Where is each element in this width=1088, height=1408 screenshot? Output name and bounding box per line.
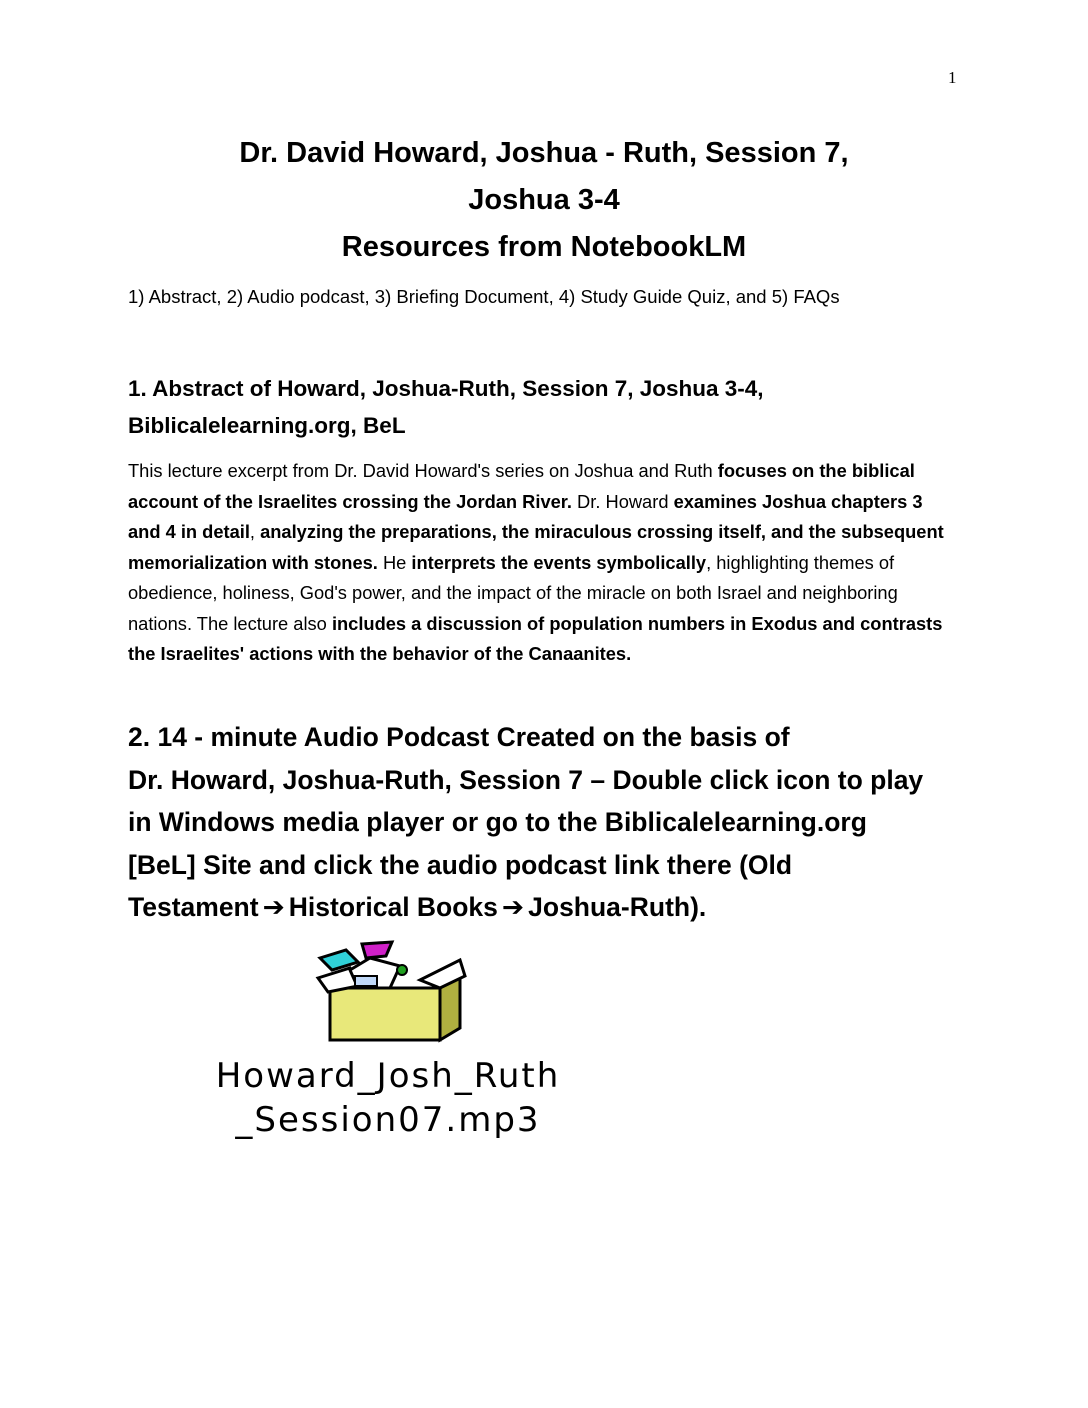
abstract-bold: includes a discussion of population numbers in Exodus and contrasts the Israelites' actions with the behavior of the Canaanites.: [128, 612, 943, 664]
section-2-line-1: 2. 14 - minute Audio Podcast Created on the basis of: [128, 722, 790, 752]
section-2-line-3: in Windows media player or go to the Biblicalelearning.org: [128, 807, 867, 837]
document-title: [0, 130, 1088, 271]
filename-line-1: Howard_Josh_Ruth: [215, 1056, 561, 1096]
abstract-bold: examines Joshua chapters 3 and 4 in detail: [128, 490, 923, 542]
breadcrumb-joshua-ruth: Joshua-Ruth).: [528, 892, 707, 922]
abstract-text: ,: [249, 521, 261, 542]
arrow-right-icon: ➔: [262, 892, 285, 922]
abstract-bold: interprets the events symbolically: [411, 551, 707, 573]
page-number: 1: [948, 68, 957, 87]
package-icon[interactable]: [310, 940, 470, 1050]
abstract-bold: analyzing the preparations, the miraculous crossing itself, and the subsequent memorialization with stones.: [128, 521, 944, 573]
abstract-bold: focuses on the biblical account of the Israelites crossing the Jordan River.: [128, 460, 915, 512]
section-1-heading: [128, 370, 948, 444]
breadcrumb-historical-books: Historical Books: [288, 892, 498, 922]
abstract-text: This lecture excerpt from Dr. David Howard's series on Joshua and Ruth: [128, 460, 718, 481]
title-line-2: Joshua 3-4: [468, 184, 620, 216]
abstract-paragraph: [128, 456, 958, 670]
abstract-text: Dr. Howard: [571, 490, 674, 512]
abstract-text: He: [377, 551, 412, 573]
attachment-filename[interactable]: [128, 1054, 648, 1142]
filename-line-2: _Session07.mp3: [235, 1100, 541, 1140]
title-line-3: Resources from NotebookLM: [341, 231, 747, 263]
section-1-heading-line-2: Biblicalelearning.org, BeL: [128, 413, 406, 438]
contents-list: 1) Abstract, 2) Audio podcast, 3) Briefing Document, 4) Study Guide Quiz, and 5) FAQs: [128, 286, 840, 307]
title-line-1: Dr. David Howard, Joshua - Ruth, Session 7,: [239, 137, 849, 169]
breadcrumb-old-testament: Testament: [128, 892, 259, 922]
section-1-heading-line-1: 1. Abstract of Howard, Joshua-Ruth, Session 7, Joshua 3-4,: [128, 376, 764, 401]
section-2-line-2: Dr. Howard, Joshua-Ruth, Session 7 – Double click icon to play: [128, 764, 924, 795]
section-2-line-4: [BeL] Site and click the audio podcast link there (Old: [128, 849, 793, 880]
section-2-heading: [128, 716, 1028, 929]
arrow-right-icon: ➔: [501, 892, 525, 922]
abstract-text: , highlighting themes of obedience, holiness, God's power, and the impact of the miracle on both Israel and neighboring nations. The lecture also: [128, 551, 898, 634]
section-2-line-5: [128, 886, 1028, 929]
